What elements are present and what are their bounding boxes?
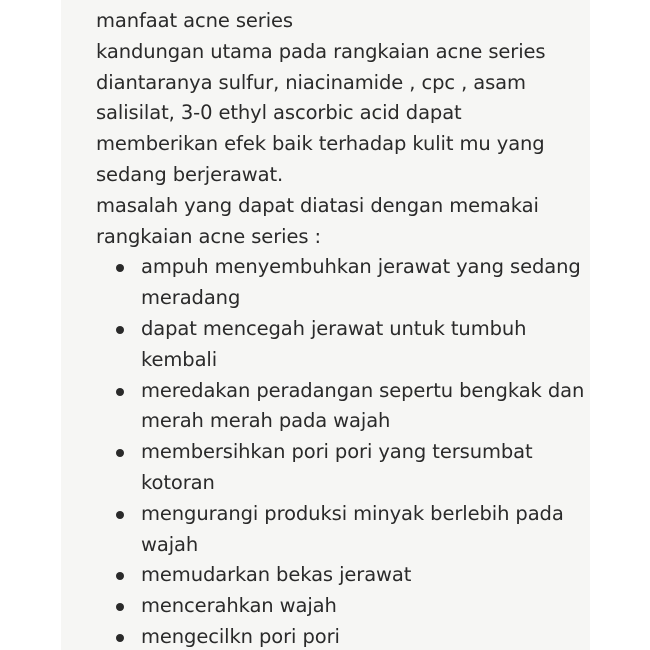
list-item — [96, 376, 586, 438]
list-item — [96, 499, 586, 561]
bullet-icon — [116, 511, 124, 519]
bullet-icon — [116, 634, 124, 642]
list-item — [96, 437, 586, 499]
note-title: manfaat acne series — [96, 9, 293, 32]
bullet-icon — [116, 264, 124, 272]
list-item — [96, 252, 586, 314]
list-item-text: memudarkan bekas jerawat — [141, 563, 412, 587]
list-item-text: meredakan peradangan sepertu bengkak dan merah merah pada wajah — [141, 378, 585, 433]
note-body — [96, 6, 586, 650]
problems-heading: masalah yang dapat diatasi dengan memakai rangkaian acne series : — [96, 193, 539, 248]
list-item-text: dapat mencegah jerawat untuk tumbuh kembali — [141, 316, 527, 371]
note-intro: kandungan utama pada rangkaian acne series diantaranya sulfur, niacinamide , cpc , asam salisilat, 3-0 ethyl ascorbic acid dapat memberikan efek baik terhadap kulit mu yang sedang berjerawat. — [96, 39, 546, 186]
list-item-text: ampuh menyembuhkan jerawat yang sedang meradang — [141, 255, 581, 310]
bullet-icon — [116, 388, 124, 396]
list-item-text: mengecilkn pori pori — [141, 624, 340, 648]
bullet-icon — [116, 603, 124, 611]
benefits-list — [96, 252, 586, 650]
list-item-text: mengurangi produksi minyak berlebih pada wajah — [141, 501, 564, 556]
note-page — [61, 0, 590, 650]
list-item — [96, 314, 586, 376]
list-item — [96, 622, 586, 650]
bullet-icon — [116, 449, 124, 457]
list-item — [96, 560, 586, 591]
list-item-text: membersihkan pori pori yang tersumbat kotoran — [141, 440, 533, 494]
bullet-icon — [116, 326, 124, 334]
bullet-icon — [116, 572, 124, 580]
list-item-text: mencerahkan wajah — [141, 594, 337, 618]
list-item — [96, 591, 586, 622]
